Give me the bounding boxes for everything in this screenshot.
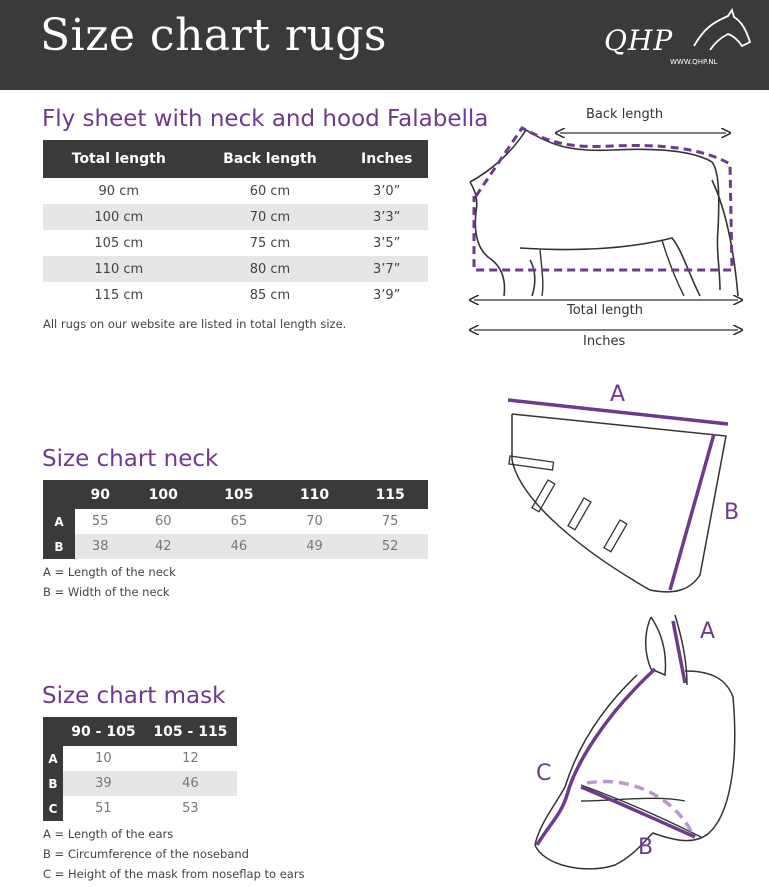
neck-title: Size chart neck	[42, 446, 219, 472]
table-cell: 70	[306, 514, 323, 529]
mask-height-line	[537, 669, 655, 845]
column-header	[43, 480, 75, 509]
page-header	[0, 0, 769, 90]
table-cell: 3’0”	[372, 183, 401, 199]
table-row	[43, 771, 237, 796]
table-cell: 90 cm	[98, 183, 140, 199]
row-label: B	[43, 771, 63, 796]
row-label: A	[43, 746, 63, 771]
column-header: 110	[277, 480, 353, 509]
table-cell: 3’7”	[345, 256, 428, 282]
column-header: 90 - 105	[63, 717, 144, 746]
table-cell: 53	[182, 801, 199, 816]
table-cell: 65	[230, 514, 248, 529]
table-cell: 12	[182, 751, 199, 766]
flysheet-note: All rugs on our website are listed in total length size.	[43, 317, 347, 331]
table-row	[43, 509, 428, 534]
table-cell: 3’5”	[372, 235, 401, 251]
mask-note-c: C = Height of the mask from noseflap to ears	[43, 867, 305, 881]
back-length-label: Back length	[586, 107, 664, 122]
table-cell: 80 cm	[195, 256, 346, 282]
mask-note-a: A = Length of the ears	[43, 827, 174, 841]
table-cell: 85 cm	[249, 287, 291, 303]
table-cell: 55	[91, 514, 109, 529]
row-label: B	[43, 534, 75, 559]
table-cell: 100 cm	[43, 204, 195, 230]
brand-name: QHP	[604, 24, 674, 57]
neck-cover-diagram	[500, 390, 740, 600]
table-row	[43, 230, 428, 256]
right-ear-outline	[675, 615, 687, 685]
mask-diagram-label-c: C	[536, 761, 552, 786]
neck-size-table	[43, 480, 428, 559]
row-label: C	[43, 796, 63, 821]
table-header-row	[43, 480, 428, 509]
table-row	[43, 282, 428, 308]
column-header: Total length	[43, 140, 195, 178]
mask-size-table	[43, 717, 237, 821]
table-header-row	[43, 140, 428, 178]
column-header	[43, 717, 63, 746]
table-cell: 70 cm	[195, 204, 346, 230]
table-cell: 51	[95, 801, 112, 816]
neck-note-b: B = Width of the neck	[43, 585, 170, 599]
table-row	[43, 204, 428, 230]
table-cell: 46	[144, 771, 237, 796]
horse-rug-diagram	[462, 100, 762, 360]
table-row	[43, 796, 237, 821]
table-row	[43, 178, 428, 204]
row-label: A	[43, 509, 75, 534]
neck-width-line	[670, 434, 714, 590]
brand-logo	[604, 12, 754, 72]
column-header: Inches	[345, 140, 428, 178]
flysheet-size-table	[43, 140, 428, 308]
table-cell: 115 cm	[94, 287, 144, 303]
page-title: Size chart rugs	[40, 10, 387, 61]
brand-url: WWW.QHP.NL	[670, 58, 718, 66]
left-ear-outline	[646, 617, 666, 675]
mask-outline	[535, 671, 735, 869]
table-cell: 3’3”	[345, 204, 428, 230]
table-cell: 39	[63, 771, 144, 796]
table-cell: 46	[201, 534, 277, 559]
flysheet-title: Fly sheet with neck and hood Falabella	[42, 106, 489, 132]
table-cell: 42	[125, 534, 201, 559]
column-header: Back length	[195, 140, 346, 178]
table-row	[43, 746, 237, 771]
total-length-label: Total length	[567, 303, 643, 318]
table-row	[43, 256, 428, 282]
neck-diagram-label-a: A	[610, 382, 626, 407]
column-header: 115	[352, 480, 428, 509]
table-cell: 75 cm	[249, 235, 291, 251]
table-cell: 49	[277, 534, 353, 559]
table-cell: 3’9”	[372, 287, 401, 303]
inches-label: Inches	[583, 334, 626, 349]
column-header: 105	[201, 480, 277, 509]
column-header: 100	[125, 480, 201, 509]
table-row	[43, 534, 428, 559]
neck-note-a: A = Length of the neck	[43, 565, 176, 579]
table-cell: 75	[381, 514, 399, 529]
table-cell: 38	[75, 534, 125, 559]
column-header: 105 - 115	[144, 717, 237, 746]
table-cell: 60 cm	[249, 183, 291, 199]
horse-head-icon	[684, 8, 754, 58]
table-cell: 10	[95, 751, 112, 766]
mask-title: Size chart mask	[42, 683, 226, 709]
table-cell: 52	[352, 534, 428, 559]
table-cell: 60	[154, 514, 172, 529]
table-header-row	[43, 717, 237, 746]
mask-diagram-label-a: A	[700, 619, 716, 644]
mask-diagram-label-b: B	[638, 835, 654, 860]
table-cell: 110 cm	[43, 256, 195, 282]
mask-note-b: B = Circumference of the noseband	[43, 847, 249, 861]
neck-diagram-label-b: B	[724, 500, 740, 525]
column-header: 90	[75, 480, 125, 509]
noseband-back-line	[587, 782, 691, 831]
table-cell: 105 cm	[94, 235, 144, 251]
